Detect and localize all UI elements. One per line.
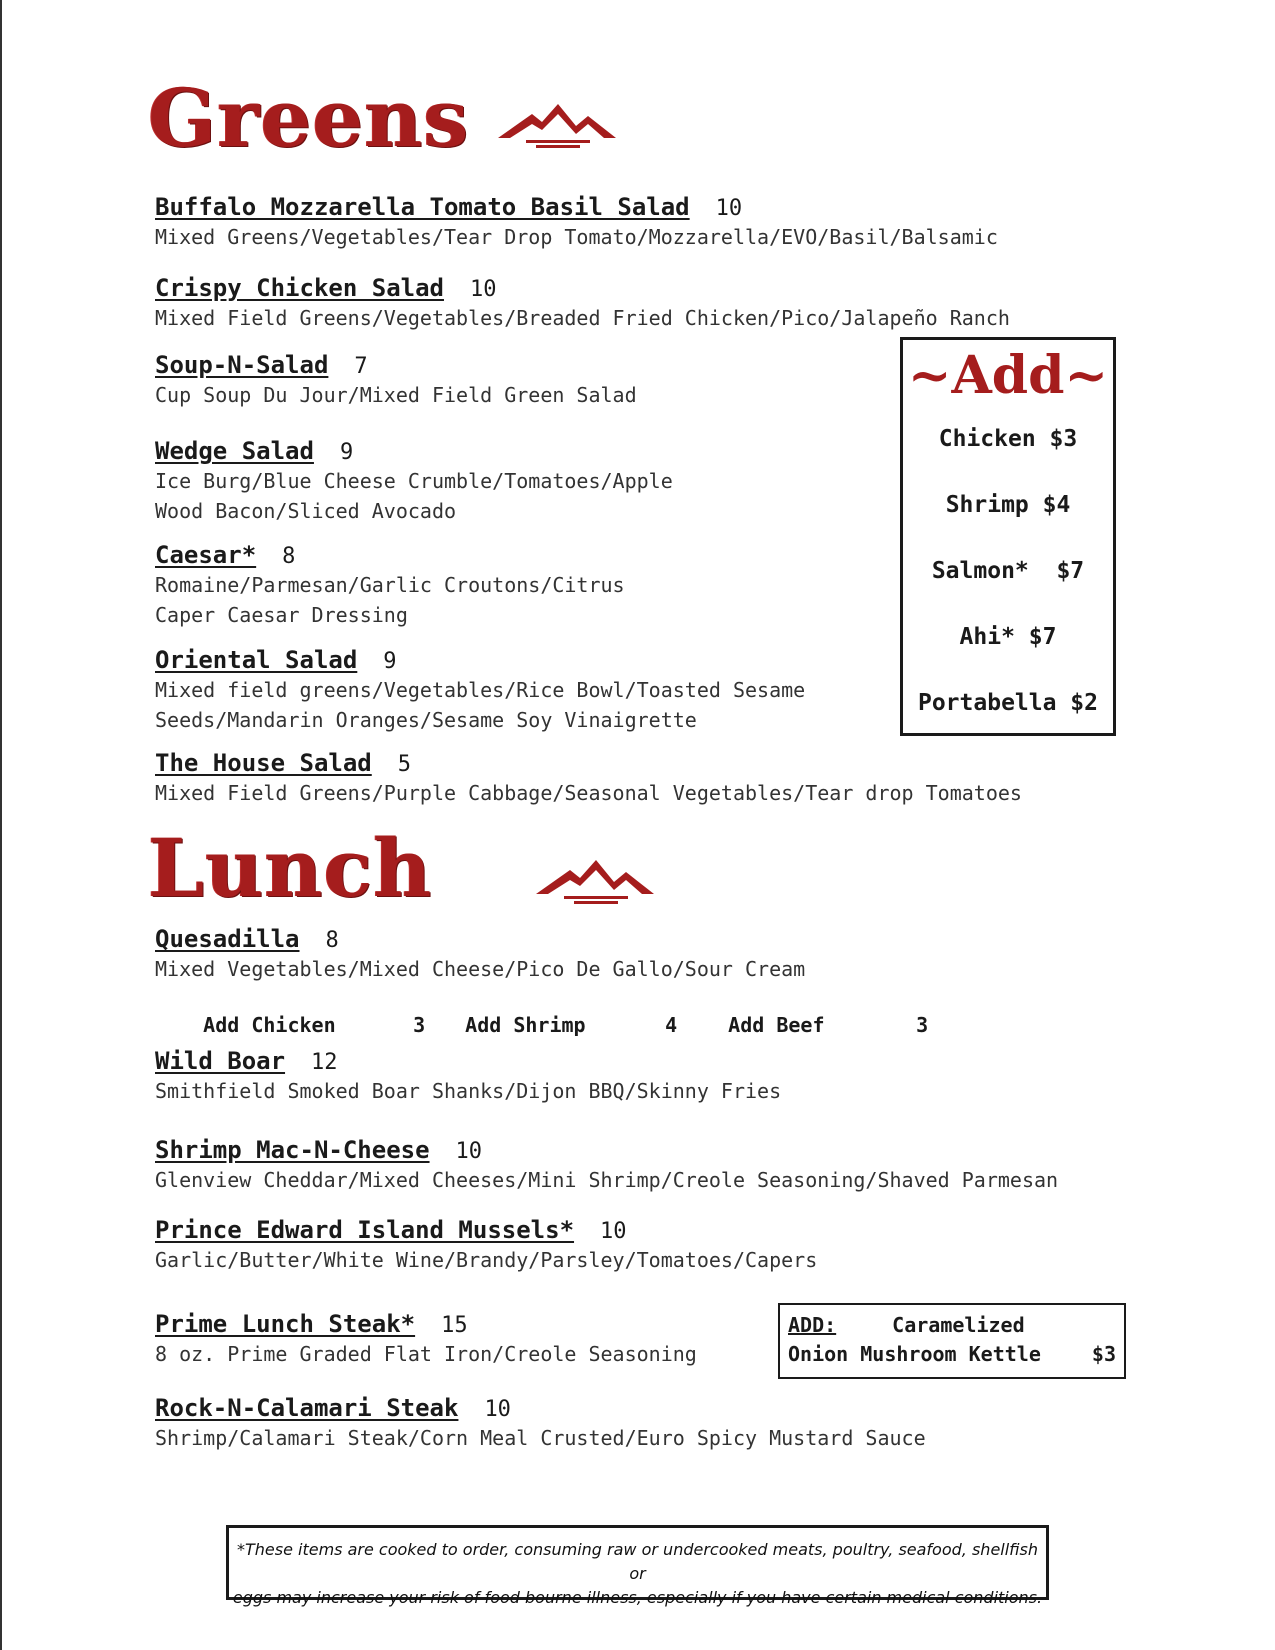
- menu-item: [155, 749, 1022, 807]
- item-name: Buffalo Mozzarella Tomato Basil Salad: [155, 193, 690, 221]
- addon-label: Add Beef: [728, 1013, 825, 1037]
- menu-item: [155, 1047, 781, 1105]
- menu-item: [155, 541, 625, 629]
- item-name: Oriental Salad: [155, 646, 358, 674]
- item-description: Mixed Vegetables/Mixed Cheese/Pico De Gallo/Sour Cream: [155, 957, 806, 981]
- item-name: Prime Lunch Steak*: [155, 1310, 416, 1338]
- item-price: 9: [339, 440, 354, 465]
- item-name: Prince Edward Island Mussels*: [155, 1216, 575, 1244]
- caramel-price: $3: [1091, 1342, 1116, 1366]
- item-price: 10: [469, 277, 497, 302]
- caramel-label: ADD:: [788, 1313, 837, 1337]
- item-description: 8 oz. Prime Graded Flat Iron/Creole Seasoning: [155, 1342, 697, 1366]
- notice-line: eggs may increase your risk of food bourne illness, especially if you have certain medical conditions.: [232, 1588, 1043, 1607]
- notice-line: *These items are cooked to order, consuming raw or undercooked meats, poultry, seafood, shellfish or: [237, 1540, 1038, 1583]
- food-safety-notice: [226, 1525, 1049, 1607]
- item-price: 7: [354, 354, 368, 379]
- caramel-line-2: [788, 1340, 1116, 1369]
- menu-item: [155, 925, 928, 1067]
- item-description: Shrimp/Calamari Steak/Corn Meal Crusted/Euro Spicy Mustard Sauce: [155, 1426, 926, 1450]
- item-description: Ice Burg/Blue Cheese Crumble/Tomatoes/Apple: [155, 469, 673, 493]
- item-description: Cup Soup Du Jour/Mixed Field Green Salad: [155, 383, 637, 407]
- item-price: 5: [397, 752, 411, 777]
- item-description: Wood Bacon/Sliced Avocado: [155, 499, 457, 523]
- item-description: Glenview Cheddar/Mixed Cheeses/Mini Shrimp/Creole Seasoning/Shaved Parmesan: [155, 1168, 1059, 1192]
- addon-price: 3: [916, 1013, 929, 1037]
- item-description: Seeds/Mandarin Oranges/Sesame Soy Vinaigrette: [155, 708, 697, 732]
- addon-label: Add Chicken: [203, 1013, 336, 1037]
- menu-item: [155, 437, 673, 525]
- item-name: Wild Boar: [155, 1047, 286, 1075]
- item-description: Romaine/Parmesan/Garlic Croutons/Citrus: [155, 573, 625, 597]
- menu-item: [155, 1310, 697, 1368]
- item-description: Mixed field greens/Vegetables/Rice Bowl/Toasted Sesame: [155, 678, 806, 702]
- item-name: Wedge Salad: [155, 437, 314, 465]
- add-box-entry: Ahi* $7: [959, 624, 1057, 650]
- item-description: Mixed Field Greens/Vegetables/Breaded Fried Chicken/Pico/Jalapeño Ranch: [155, 306, 1010, 330]
- item-name: Crispy Chicken Salad: [155, 274, 444, 302]
- lunch-heading: Lunch: [148, 821, 433, 915]
- addon-label: Add Shrimp: [465, 1013, 586, 1037]
- item-price: 15: [441, 1313, 468, 1338]
- menu-item: [155, 1394, 926, 1452]
- item-description: Mixed Greens/Vegetables/Tear Drop Tomato/Mozzarella/EVO/Basil/Balsamic: [155, 225, 998, 249]
- item-description: Mixed Field Greens/Purple Cabbage/Seasonal Vegetables/Tear drop Tomatoes: [155, 781, 1022, 805]
- caramelized-addon-box: [778, 1303, 1126, 1379]
- item-name: Rock-N-Calamari Steak: [155, 1394, 459, 1422]
- add-box-entry: Portabella $2: [917, 690, 1098, 716]
- menu-item: [155, 274, 1010, 332]
- add-box-entry: Chicken $3: [938, 426, 1078, 452]
- menu-item: [155, 646, 805, 734]
- menu-item: [155, 1216, 817, 1274]
- add-box-entry: Shrimp $4: [945, 492, 1071, 518]
- item-description: Garlic/Butter/White Wine/Brandy/Parsley/Tomatoes/Capers: [155, 1248, 818, 1272]
- caramel-text: Caramelized: [892, 1313, 1025, 1337]
- item-name: Caesar*: [155, 541, 257, 569]
- item-price: 10: [600, 1219, 627, 1244]
- add-protein-box: [900, 337, 1116, 736]
- menu-item: [155, 193, 998, 251]
- page-edge-line: [0, 0, 2, 1650]
- item-name: Shrimp Mac-N-Cheese: [155, 1136, 430, 1164]
- item-name: Quesadilla: [155, 925, 300, 953]
- greens-heading: Greens: [148, 71, 470, 165]
- add-box-title: ~Add~: [907, 345, 1109, 406]
- caramel-line-1: [788, 1311, 1116, 1340]
- item-name: The House Salad: [155, 749, 372, 777]
- item-price: 12: [311, 1050, 338, 1075]
- item-description: Caper Caesar Dressing: [155, 603, 408, 627]
- item-price: 9: [383, 649, 397, 674]
- menu-item: [155, 1136, 1058, 1194]
- caramel-text: Onion Mushroom Kettle: [788, 1342, 1041, 1366]
- item-price: 10: [484, 1397, 511, 1422]
- item-price: 8: [325, 928, 339, 953]
- item-description: Smithfield Smoked Boar Shanks/Dijon BBQ/Skinny Fries: [155, 1079, 782, 1103]
- add-box-entry: Salmon* $7: [931, 558, 1085, 584]
- menu-item: [155, 351, 637, 409]
- mountain-logo-icon: [496, 100, 618, 150]
- item-name: Soup-N-Salad: [155, 351, 329, 379]
- item-price: 10: [455, 1139, 483, 1164]
- item-price: 8: [282, 544, 296, 569]
- addon-price: 4: [665, 1013, 678, 1037]
- addon-price: 3: [413, 1013, 426, 1037]
- mountain-logo-icon: [534, 856, 656, 906]
- item-price: 10: [715, 196, 743, 221]
